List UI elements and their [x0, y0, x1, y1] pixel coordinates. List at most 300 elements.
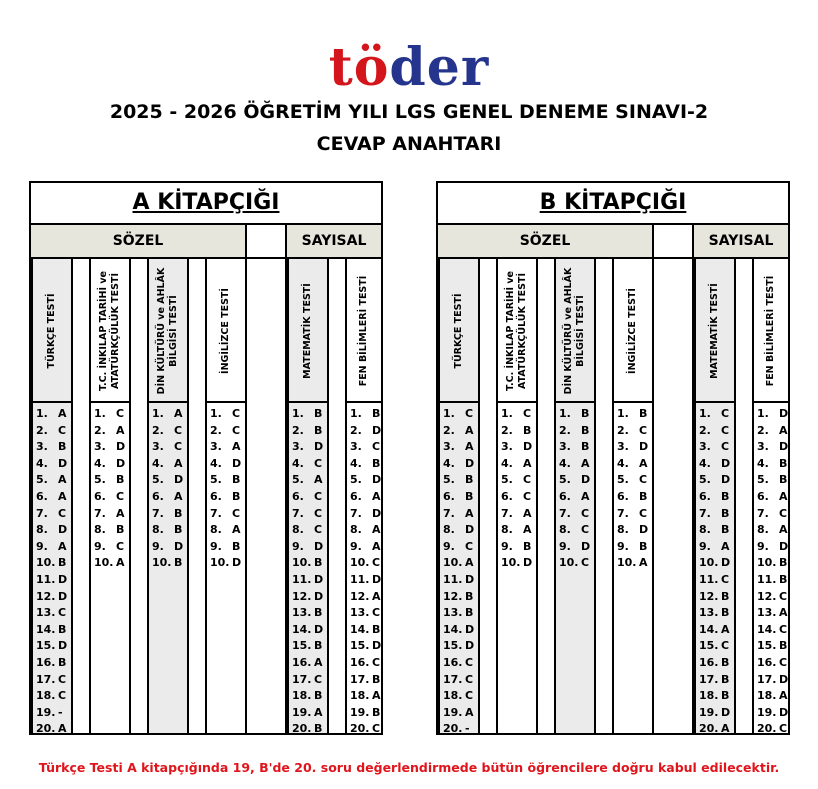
question-number: 9.: [292, 539, 304, 553]
test-name-header: [91, 259, 129, 403]
answer-letter: A: [721, 722, 730, 736]
answer-letter: B: [232, 473, 241, 487]
answer-row: [289, 456, 327, 473]
answer-letter: B: [372, 407, 381, 420]
answer-row: [696, 423, 734, 440]
test-name-line: T.C. İNKILAP TARİHİ ve: [98, 271, 109, 391]
question-number: 20.: [757, 722, 777, 736]
answer-letter: D: [639, 523, 649, 537]
test-name-line: ATATÜRKÇÜLÜK TESTİ: [110, 272, 121, 390]
question-number: 8.: [292, 523, 304, 537]
answer-row: [556, 555, 594, 572]
answer-letter: D: [581, 539, 591, 553]
question-number: 2.: [36, 423, 48, 437]
answer-row: [696, 539, 734, 556]
question-number: 10.: [350, 556, 370, 570]
answer-letter: A: [372, 689, 381, 703]
answer-letter: A: [174, 489, 183, 503]
question-number: 6.: [699, 489, 711, 503]
answer-letter: A: [174, 407, 183, 420]
answer-letter: -: [58, 705, 63, 719]
question-number: 4.: [210, 456, 222, 470]
question-number: 7.: [617, 506, 629, 520]
booklet-title: [438, 183, 788, 225]
question-number: 6.: [350, 489, 362, 503]
answer-letter: A: [174, 456, 183, 470]
question-number: 13.: [443, 606, 463, 620]
answer-letter: C: [721, 572, 730, 586]
question-number: 1.: [699, 407, 711, 420]
answer-letter: C: [314, 523, 323, 537]
answer-row: [33, 638, 71, 655]
answer-letter: C: [581, 556, 590, 570]
test-name: [220, 261, 232, 401]
question-number: 14.: [443, 622, 463, 636]
question-number: 6.: [36, 489, 48, 503]
answer-letter: B: [779, 556, 788, 570]
question-number: 20.: [699, 722, 719, 736]
answer-letter: D: [779, 705, 789, 719]
answer-letter: C: [465, 407, 474, 420]
test-name-header: [614, 259, 652, 403]
answer-row: [91, 472, 129, 489]
answer-letter: A: [523, 456, 532, 470]
answer-letter: A: [58, 539, 67, 553]
answer-row: [440, 572, 478, 589]
question-number: 7.: [443, 506, 455, 520]
question-number: 10.: [559, 556, 579, 570]
answer-row: [207, 456, 245, 473]
answer-letter: A: [465, 506, 474, 520]
answer-letter: A: [523, 506, 532, 520]
question-number: 16.: [350, 655, 370, 669]
answer-row: [289, 688, 327, 705]
question-number: 5.: [36, 473, 48, 487]
answer-letter: D: [372, 572, 382, 586]
question-number: 2.: [152, 423, 164, 437]
question-number: 9.: [757, 539, 769, 553]
answer-row: [347, 622, 381, 639]
test-name: [505, 261, 529, 401]
answer-row: [614, 406, 652, 423]
answer-letter: C: [58, 506, 67, 520]
answer-letter: B: [58, 622, 67, 636]
answer-row: [440, 589, 478, 606]
answer-letter: C: [232, 407, 241, 420]
question-number: 6.: [443, 489, 455, 503]
test-answer-block: [556, 259, 596, 733]
question-number: 10.: [443, 556, 463, 570]
booklet-title-text: A KİTAPÇIĞI: [132, 190, 280, 215]
answer-letter: A: [639, 556, 648, 570]
answer-letter: A: [372, 589, 381, 603]
answer-letter: C: [116, 489, 125, 503]
answer-row: [347, 472, 381, 489]
question-number: 6.: [617, 489, 629, 503]
answer-letter: D: [58, 523, 68, 537]
answer-row: [696, 572, 734, 589]
question-number: 7.: [292, 506, 304, 520]
answer-row: [556, 472, 594, 489]
question-number: 8.: [699, 523, 711, 537]
test-name-line: FEN BİLİMLERİ TESTİ: [765, 275, 776, 387]
answer-row: [498, 489, 536, 506]
test-name-line: MATEMATİK TESTİ: [302, 283, 313, 379]
question-number: 2.: [210, 423, 222, 437]
question-number: 5.: [699, 473, 711, 487]
answer-letter: B: [232, 539, 241, 553]
answer-row: [556, 406, 594, 423]
answer-row: [614, 439, 652, 456]
answer-letter: C: [721, 639, 730, 653]
answer-letter: B: [465, 489, 474, 503]
test-name-line: İNGİLİZCE TESTİ: [220, 288, 231, 374]
answer-row: [347, 572, 381, 589]
question-number: 7.: [94, 506, 106, 520]
answer-row: [347, 555, 381, 572]
booklet-title: [31, 183, 381, 225]
answer-letter: B: [314, 556, 323, 570]
answer-row: [347, 423, 381, 440]
answer-row: [754, 705, 788, 722]
answer-letter: B: [58, 556, 67, 570]
answer-row: [498, 439, 536, 456]
question-number: 8.: [36, 523, 48, 537]
answer-row: [614, 423, 652, 440]
question-number: 1.: [350, 407, 362, 420]
answer-letter: C: [314, 489, 323, 503]
answer-letter: C: [523, 407, 532, 420]
answer-letter: B: [116, 523, 125, 537]
answer-list: [207, 403, 245, 733]
answer-row: [556, 506, 594, 523]
answer-letter: A: [779, 606, 788, 620]
answer-letter: A: [314, 655, 323, 669]
answer-letter: A: [721, 539, 730, 553]
answer-row: [754, 506, 788, 523]
exam-title: 2025 - 2026 ÖĞRETİM YILI LGS GENEL DENEME SINAVI-2: [109, 101, 709, 123]
answer-letter: B: [779, 639, 788, 653]
test-name-line: TÜRKÇE TESTİ: [46, 293, 57, 369]
answer-row: [696, 506, 734, 523]
answer-letter: C: [58, 423, 67, 437]
question-number: 17.: [350, 672, 370, 686]
answer-letter: A: [314, 473, 323, 487]
answer-row: [440, 406, 478, 423]
answer-row: [614, 472, 652, 489]
answer-row: [289, 423, 327, 440]
answer-letter: A: [116, 423, 125, 437]
answer-letter: A: [372, 489, 381, 503]
answer-letter: B: [314, 606, 323, 620]
question-number: 19.: [443, 705, 463, 719]
answer-letter: B: [639, 407, 648, 420]
answer-row: [440, 472, 478, 489]
question-number: 1.: [292, 407, 304, 420]
test-name-line: DİN KÜLTÜRÜ ve AHLÂK: [563, 267, 574, 395]
answer-key-title: CEVAP ANAHTARI: [316, 133, 502, 155]
answer-row: [207, 439, 245, 456]
question-number: 14.: [36, 622, 56, 636]
test-name: [302, 261, 314, 401]
question-number: 4.: [501, 456, 513, 470]
answer-row: [498, 539, 536, 556]
answer-row: [289, 555, 327, 572]
answer-row: [289, 506, 327, 523]
test-column: [752, 259, 789, 736]
answer-row: [33, 456, 71, 473]
question-number: 10.: [152, 556, 172, 570]
answer-row: [556, 439, 594, 456]
answer-row: [754, 522, 788, 539]
test-name-line: ATATÜRKÇÜLÜK TESTİ: [517, 272, 528, 390]
booklet-b-panel: [436, 181, 790, 735]
answer-letter: C: [639, 423, 648, 437]
question-number: 3.: [36, 440, 48, 454]
toder-logo: [0, 38, 818, 98]
question-number: 9.: [94, 539, 106, 553]
answer-row: [91, 406, 129, 423]
answer-row: [556, 539, 594, 556]
test-name: [765, 261, 777, 401]
answer-row: [33, 555, 71, 572]
question-number: 5.: [292, 473, 304, 487]
answer-row: [440, 688, 478, 705]
answer-letter: D: [465, 622, 475, 636]
question-number: 4.: [699, 456, 711, 470]
question-number: 3.: [94, 440, 106, 454]
test-name-header: [149, 259, 187, 403]
test-column: [89, 259, 147, 733]
answer-row: [207, 472, 245, 489]
test-column: [345, 259, 382, 736]
question-number: 4.: [350, 456, 362, 470]
answer-letter: B: [174, 556, 183, 570]
question-number: 20.: [36, 722, 56, 736]
answer-list: [754, 403, 789, 736]
question-number: 1.: [210, 407, 222, 420]
question-number: 8.: [210, 523, 222, 537]
answer-row: [556, 522, 594, 539]
question-number: 2.: [94, 423, 106, 437]
answer-row: [696, 721, 734, 738]
question-number: 17.: [443, 672, 463, 686]
question-number: 8.: [443, 523, 455, 537]
section-gap-column: [245, 259, 287, 733]
question-number: 3.: [350, 440, 362, 454]
question-number: 14.: [350, 622, 370, 636]
answer-row: [696, 472, 734, 489]
answer-letter: C: [779, 655, 788, 669]
question-number: 16.: [36, 655, 56, 669]
question-number: 9.: [152, 539, 164, 553]
answer-letter: D: [779, 407, 789, 420]
answer-letter: B: [372, 672, 381, 686]
answer-letter: D: [116, 456, 126, 470]
answer-letter: D: [465, 456, 475, 470]
question-number: 18.: [699, 689, 719, 703]
answer-row: [754, 688, 788, 705]
question-number: 3.: [757, 440, 769, 454]
question-number: 7.: [501, 506, 513, 520]
answer-row: [149, 406, 187, 423]
answer-row: [289, 622, 327, 639]
question-number: 2.: [699, 423, 711, 437]
answer-list: [33, 403, 71, 736]
question-number: 2.: [292, 423, 304, 437]
answer-row: [149, 522, 187, 539]
question-number: 7.: [699, 506, 711, 520]
answer-letter: B: [465, 473, 474, 487]
test-name-header: [207, 259, 245, 403]
answer-letter: C: [232, 423, 241, 437]
answer-letter: C: [721, 407, 730, 420]
answer-row: [614, 506, 652, 523]
test-answer-block: [614, 259, 654, 733]
test-name: [709, 261, 721, 401]
answer-letter: A: [581, 456, 590, 470]
answer-row: [347, 456, 381, 473]
answer-row: [149, 439, 187, 456]
question-number: 12.: [699, 589, 719, 603]
question-number: 5.: [210, 473, 222, 487]
answer-row: [33, 622, 71, 639]
question-number: 11.: [443, 572, 463, 586]
answer-letter: C: [174, 423, 183, 437]
answer-letter: D: [314, 440, 324, 454]
answer-letter: A: [581, 489, 590, 503]
test-name-line: DİN KÜLTÜRÜ ve AHLÂK: [156, 267, 167, 395]
test-name-line: İNGİLİZCE TESTİ: [627, 288, 638, 374]
question-number: 17.: [36, 672, 56, 686]
answer-letter: D: [372, 639, 382, 653]
answer-letter: B: [721, 506, 730, 520]
question-number: 2.: [617, 423, 629, 437]
answer-letter: D: [314, 622, 324, 636]
answer-row: [289, 655, 327, 672]
answer-letter: D: [721, 705, 731, 719]
answer-row: [440, 705, 478, 722]
answer-list: [498, 403, 536, 733]
answer-letter: A: [465, 423, 474, 437]
question-number: 8.: [501, 523, 513, 537]
question-number: 11.: [36, 572, 56, 586]
sozel-header: SÖZEL: [31, 225, 245, 259]
sayisal-header: SAYISAL: [694, 225, 788, 259]
question-number: 3.: [443, 440, 455, 454]
answer-row: [440, 672, 478, 689]
answer-letter: B: [116, 473, 125, 487]
question-number: 4.: [559, 456, 571, 470]
answer-row: [289, 705, 327, 722]
answer-row: [33, 721, 71, 738]
question-number: 2.: [501, 423, 513, 437]
test-name-header: [440, 259, 478, 403]
test-name-header: [289, 259, 327, 403]
answer-letter: B: [372, 456, 381, 470]
question-number: 12.: [36, 589, 56, 603]
answer-row: [614, 489, 652, 506]
section-spacer: [652, 225, 694, 259]
answer-letter: B: [372, 622, 381, 636]
question-number: 8.: [152, 523, 164, 537]
answer-letter: D: [721, 473, 731, 487]
answer-row: [754, 572, 788, 589]
question-number: 4.: [94, 456, 106, 470]
answer-letter: B: [779, 473, 788, 487]
answer-letter: D: [58, 589, 68, 603]
footnote: Türkçe Testi A kitapçığında 19, B'de 20. soru değerlendirmede bütün öğrencilere doğru kabul edilecektir.: [38, 760, 780, 775]
answer-row: [347, 539, 381, 556]
answer-row: [754, 555, 788, 572]
answer-letter: C: [779, 722, 788, 736]
question-number: 10.: [699, 556, 719, 570]
test-name-header: [498, 259, 536, 403]
test-answer-block: [149, 259, 189, 733]
question-number: 3.: [210, 440, 222, 454]
answer-row: [33, 688, 71, 705]
answer-row: [207, 423, 245, 440]
question-number: 3.: [501, 440, 513, 454]
test-column: [205, 259, 245, 733]
answer-row: [347, 522, 381, 539]
question-number: 14.: [699, 622, 719, 636]
answer-letter: C: [372, 722, 381, 736]
answer-row: [91, 506, 129, 523]
answer-letter: C: [465, 655, 474, 669]
answer-letter: B: [581, 407, 590, 420]
answer-letter: A: [116, 506, 125, 520]
question-number: 5.: [152, 473, 164, 487]
answer-letter: D: [232, 556, 242, 570]
section-spacer: [245, 225, 287, 259]
answer-row: [33, 489, 71, 506]
question-number: 13.: [699, 606, 719, 620]
answer-letter: B: [721, 689, 730, 703]
question-number: 1.: [94, 407, 106, 420]
answer-row: [440, 489, 478, 506]
answer-row: [696, 605, 734, 622]
answer-letter: A: [523, 523, 532, 537]
answer-letter: D: [779, 672, 789, 686]
answer-row: [440, 423, 478, 440]
answer-row: [289, 489, 327, 506]
answer-list: [696, 403, 734, 736]
answer-row: [91, 439, 129, 456]
question-number: 17.: [292, 672, 312, 686]
answer-letter: B: [721, 606, 730, 620]
answer-row: [440, 721, 478, 738]
question-number: 9.: [36, 539, 48, 553]
test-answer-block: [696, 259, 736, 736]
answer-letter: C: [523, 473, 532, 487]
question-number: 20.: [443, 722, 463, 736]
question-number: 11.: [757, 572, 777, 586]
question-number: 3.: [559, 440, 571, 454]
test-name-header: [33, 259, 71, 403]
answer-letter: B: [779, 456, 788, 470]
answer-letter: B: [58, 655, 67, 669]
answer-row: [91, 423, 129, 440]
answer-letter: B: [581, 423, 590, 437]
answer-letter: D: [779, 440, 789, 454]
question-number: 15.: [699, 639, 719, 653]
answer-letter: C: [372, 440, 381, 454]
question-number: 8.: [94, 523, 106, 537]
answer-letter: B: [721, 672, 730, 686]
test-answer-block: [91, 259, 131, 733]
answer-row: [33, 472, 71, 489]
